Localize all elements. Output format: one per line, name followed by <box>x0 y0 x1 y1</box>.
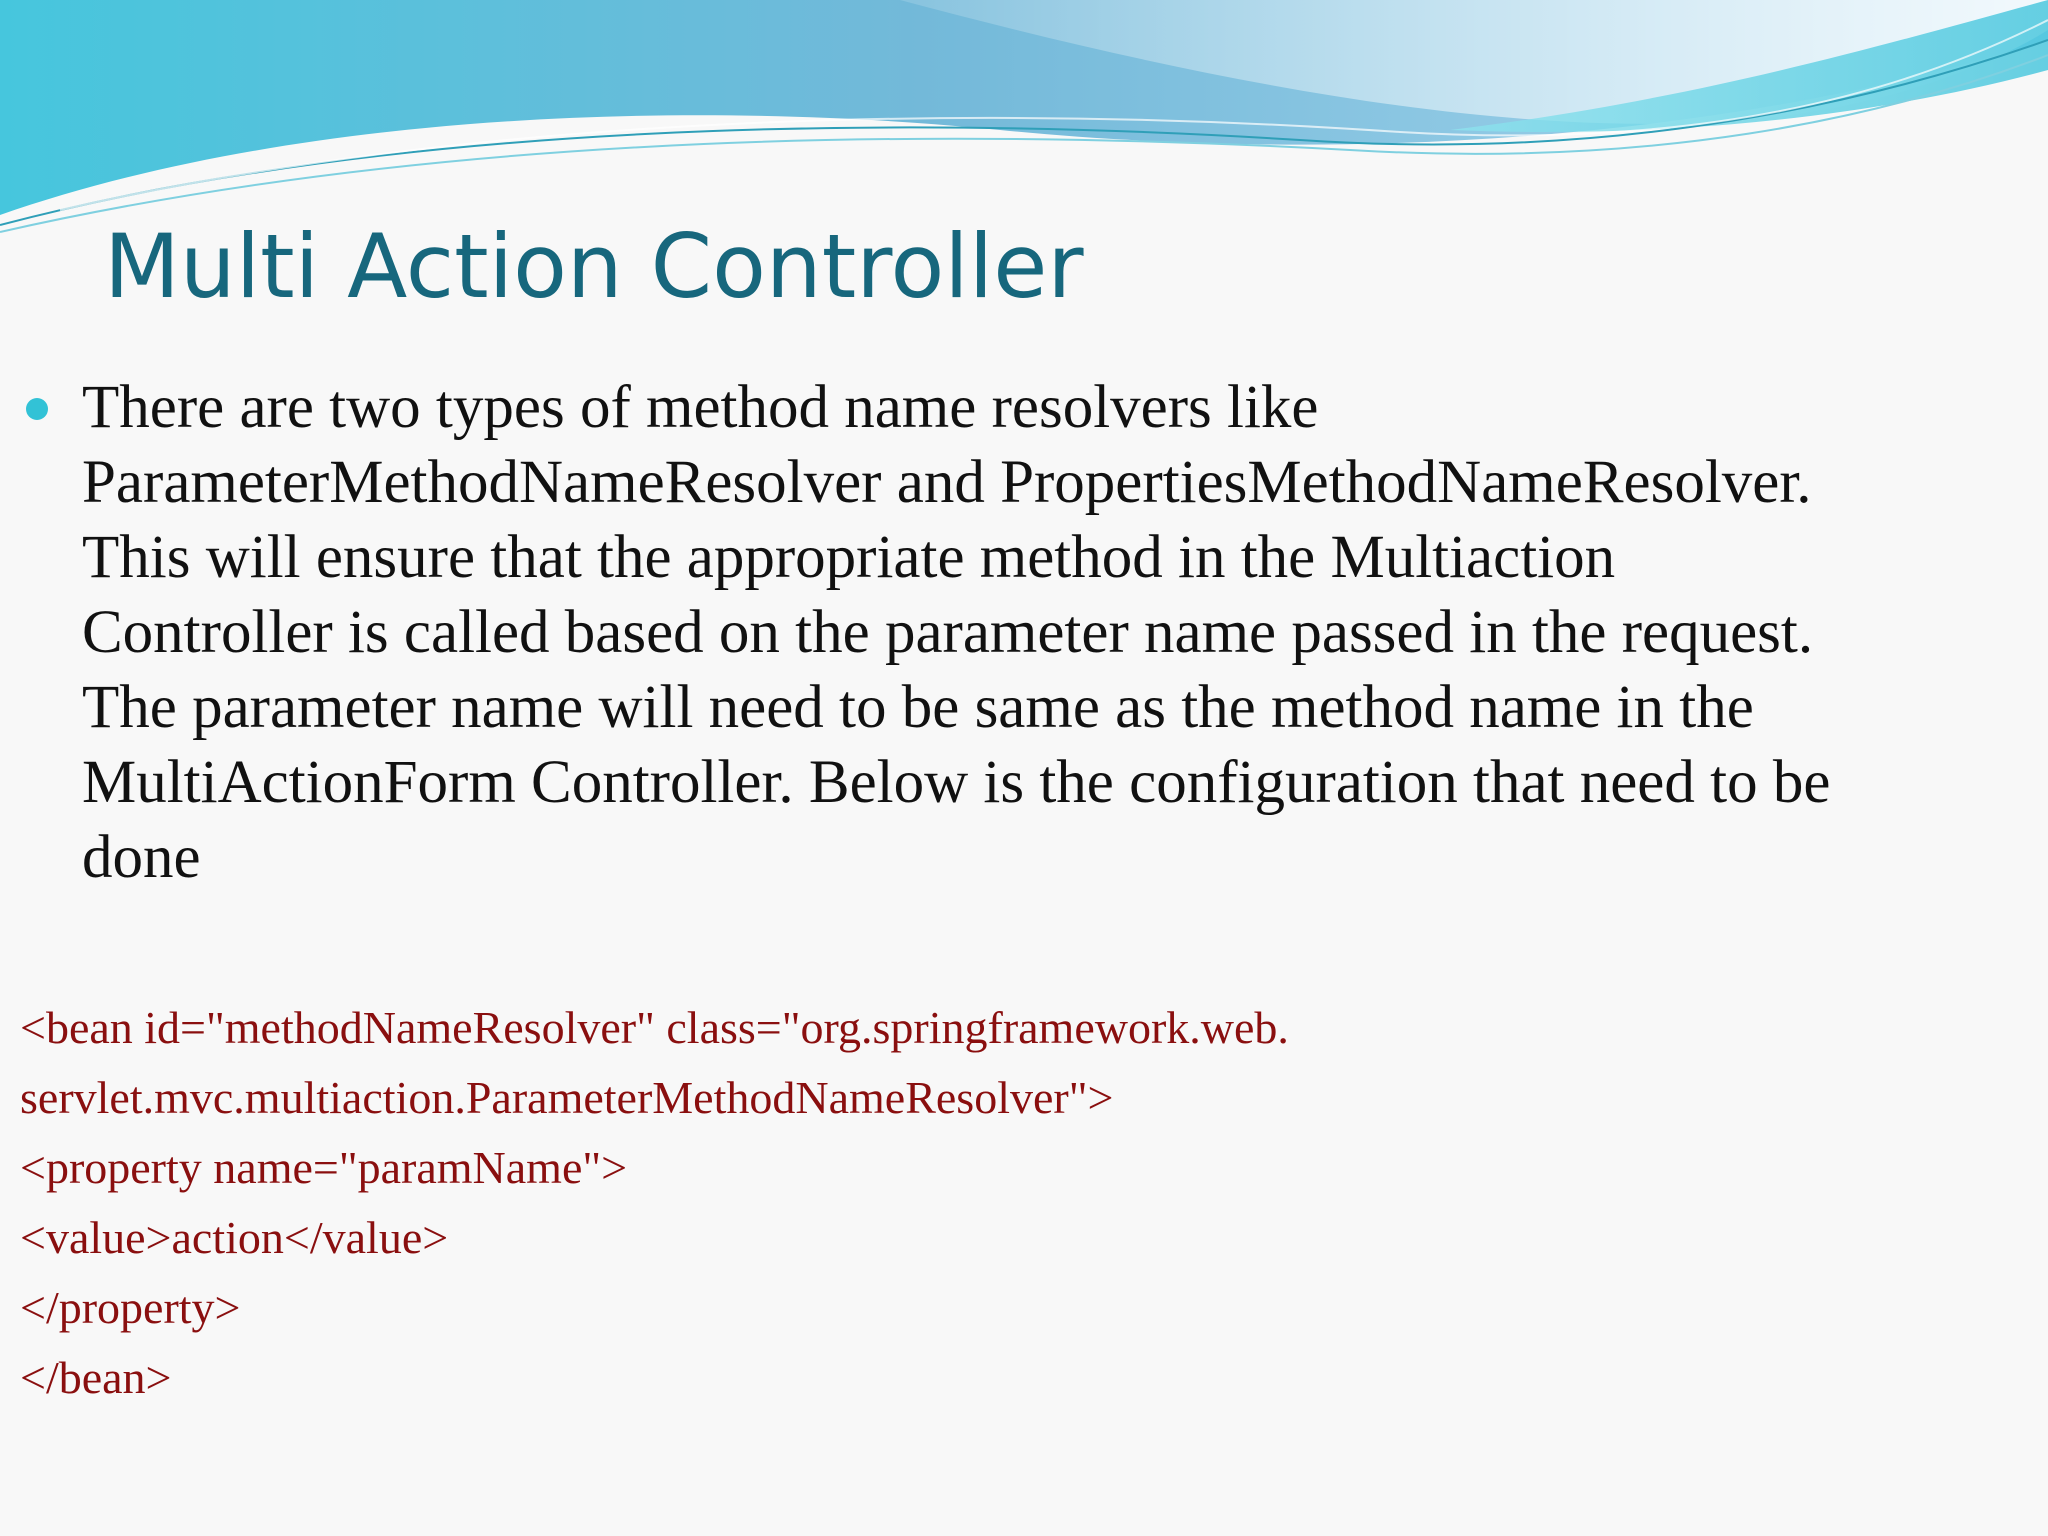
xml-config-snippet <box>20 993 1289 1413</box>
bullet-line: The parameter name will need to be same as the method name in the <box>82 674 1754 741</box>
bullet-line: done <box>82 824 201 891</box>
bullet-line: This will ensure that the appropriate method in the Multiaction <box>82 524 1616 591</box>
slide-title: Multi Action Controller <box>104 215 1084 318</box>
header-wave-decoration <box>0 0 2048 240</box>
code-line: </property> <box>20 1282 241 1333</box>
code-line: <value>action</value> <box>20 1212 449 1263</box>
code-line: <property name="paramName"> <box>20 1142 628 1193</box>
code-line: <bean id="methodNameResolver" class="org.springframework.web. <box>20 1002 1289 1053</box>
bullet-dot-icon <box>26 398 48 420</box>
bullet-line: MultiActionForm Controller. Below is the configuration that need to be <box>82 749 1831 816</box>
bullet-text <box>82 370 1830 895</box>
code-line: </bean> <box>20 1352 172 1403</box>
code-line: servlet.mvc.multiaction.ParameterMethodNameResolver"> <box>20 1072 1114 1123</box>
bullet-line: ParameterMethodNameResolver and PropertiesMethodNameResolver. <box>82 449 1812 516</box>
bullet-line: There are two types of method name resolvers like <box>82 374 1319 441</box>
bullet-line: Controller is called based on the parameter name passed in the request. <box>82 599 1814 666</box>
